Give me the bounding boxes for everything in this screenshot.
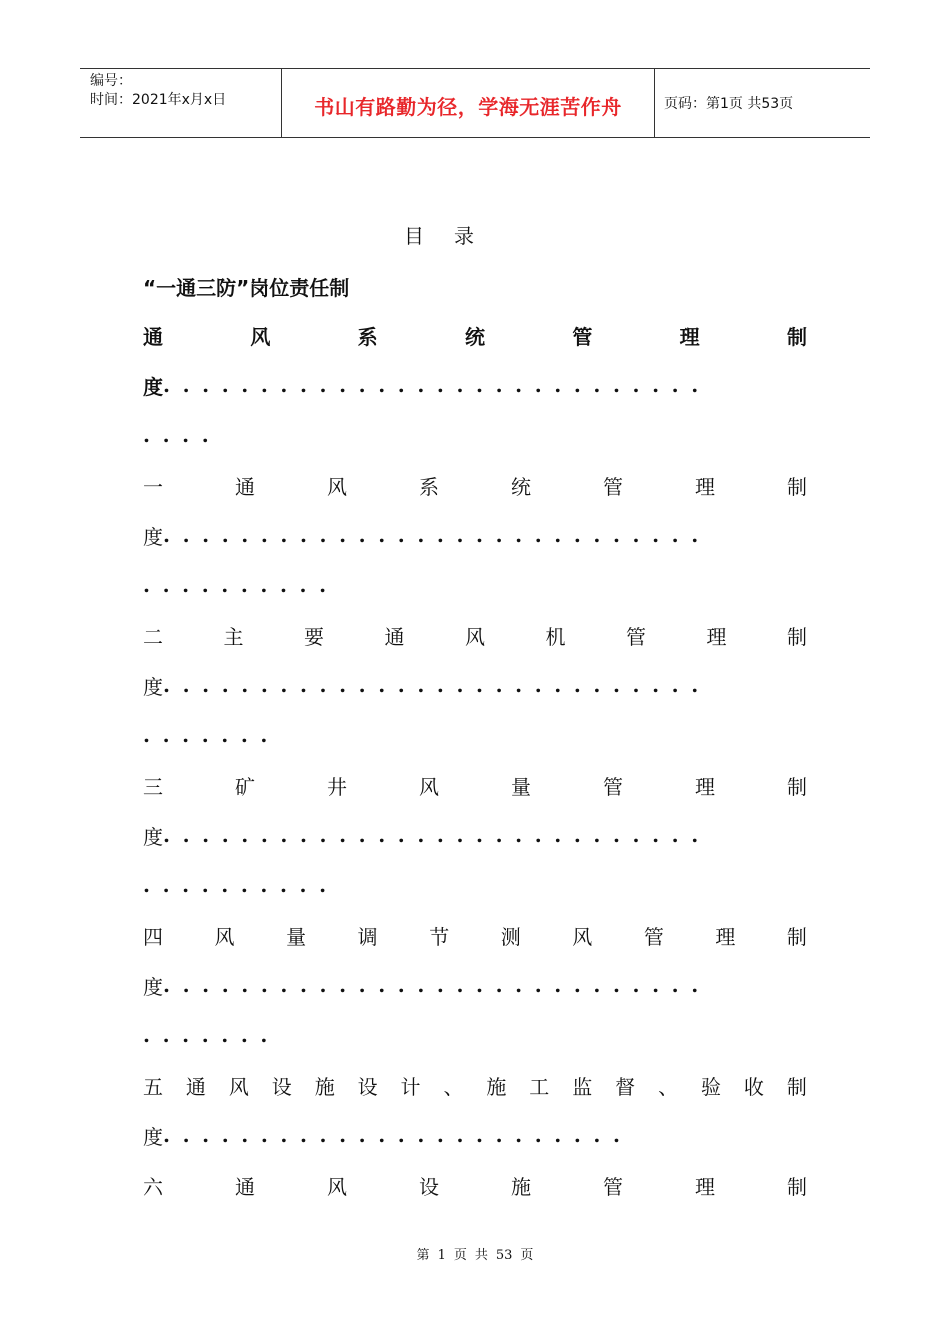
toc-entry-char: 通	[235, 474, 255, 499]
toc-entry-char: 设	[419, 1174, 439, 1199]
toc-entry-heading[interactable]	[143, 920, 807, 950]
toc-entry-char: 督	[615, 1074, 636, 1099]
toc-entry-char: 理	[695, 1174, 715, 1199]
toc-entry-char: 统	[464, 324, 485, 349]
toc-entry-char: 通	[235, 1174, 255, 1199]
toc-entry-char: 调	[357, 924, 378, 949]
toc-entry-char: 施	[314, 1074, 335, 1099]
toc-leader-dots: ............................	[163, 523, 711, 547]
toc-entry-heading[interactable]	[143, 620, 807, 650]
toc-entry-char: 监	[572, 1074, 593, 1099]
toc-leader-dots: ....	[143, 423, 222, 447]
toc-entry-char: 管	[643, 924, 664, 949]
toc-leader-dots: ..........	[143, 873, 339, 897]
toc-entry-char: 收	[743, 1074, 764, 1099]
toc-entry-char: 理	[706, 624, 727, 649]
toc-entry-char: 制	[787, 474, 807, 499]
toc-entry-tail: 度	[143, 374, 163, 399]
toc-entry-char: 、	[658, 1074, 679, 1099]
toc-entry-char: 设	[271, 1074, 292, 1099]
toc-entry-char: 计	[400, 1074, 421, 1099]
toc-entry-char: 管	[603, 1174, 623, 1199]
header-motto-cell	[282, 69, 655, 137]
toc-leader-dots-line	[143, 420, 221, 450]
toc-entry-char: 施	[511, 1174, 531, 1199]
toc-entry-char: 量	[286, 924, 307, 949]
toc-entry-char: 六	[143, 1174, 163, 1199]
toc-entry-char: 通	[384, 624, 405, 649]
footer-part: 53	[495, 1248, 513, 1263]
page-footer	[0, 1244, 950, 1263]
toc-entry-char: 制	[787, 624, 807, 649]
toc-leader-dots: ............................	[163, 823, 711, 847]
toc-leader-dots: .......	[143, 1023, 280, 1047]
toc-leader-dots-line	[143, 1020, 280, 1050]
document-header	[80, 68, 870, 138]
toc-title-char: 目	[404, 224, 424, 248]
toc-entry-char: 施	[486, 1074, 507, 1099]
toc-entry-char: 制	[786, 924, 807, 949]
toc-entry-continuation[interactable]	[143, 370, 711, 400]
toc-entry-continuation[interactable]	[143, 820, 711, 850]
toc-leader-dots-line	[143, 570, 339, 600]
toc-entry-continuation[interactable]	[143, 1120, 633, 1150]
toc-entry-char: 制	[787, 1174, 807, 1199]
footer-part: 页	[453, 1248, 467, 1263]
toc-entry-char: 理	[715, 924, 736, 949]
toc-entry-char: 风	[465, 624, 485, 649]
toc-entry-char: 风	[327, 474, 347, 499]
document-number-label: 编号：	[90, 73, 132, 89]
toc-entry-char: 风	[228, 1074, 249, 1099]
toc-leader-dots-line	[143, 870, 339, 900]
toc-entry-char: 通	[185, 1074, 206, 1099]
footer-part: 第	[416, 1248, 430, 1263]
header-page-label: 页码：第1页 共53页	[664, 96, 794, 112]
toc-entry-char: 制	[786, 1074, 807, 1099]
toc-entry-char: 制	[786, 324, 807, 349]
toc-leader-dots: ............................	[163, 973, 711, 997]
toc-leader-dots-line	[143, 720, 280, 750]
toc-entry-char: 风	[250, 324, 271, 349]
document-time-label: 时间：2021年x月x日	[90, 92, 227, 108]
toc-leader-dots: ............................	[163, 373, 711, 397]
toc-entry-char: 矿	[235, 774, 255, 799]
toc-entry-char: 测	[500, 924, 521, 949]
toc-leader-dots: ..........	[143, 573, 339, 597]
toc-entry-char: 、	[443, 1074, 464, 1099]
toc-entry-char: 统	[511, 474, 531, 499]
toc-entry-char: 二	[143, 624, 163, 649]
toc-entry-char: 工	[529, 1074, 550, 1099]
toc-entry-char: 四	[143, 924, 163, 949]
toc-entry-char: 风	[572, 924, 593, 949]
toc-entry-char: 理	[679, 324, 700, 349]
toc-entry-heading[interactable]	[143, 470, 807, 500]
toc-entry-char: 管	[603, 774, 623, 799]
toc-entry-char: 管	[626, 624, 646, 649]
toc-entry-char: 要	[304, 624, 324, 649]
toc-item-responsibility[interactable]: “一通三防”岗位责任制	[143, 276, 350, 300]
toc-entry-char: 系	[357, 324, 378, 349]
toc-entry-char: 井	[327, 774, 347, 799]
toc-entry-tail: 度	[143, 674, 163, 699]
toc-entry-heading[interactable]	[143, 320, 807, 350]
toc-entry-tail: 度	[143, 824, 163, 849]
toc-entry-char: 设	[357, 1074, 378, 1099]
toc-entry-char: 主	[223, 624, 244, 649]
toc-entry-char: 一	[143, 474, 163, 499]
toc-entry-char: 验	[700, 1074, 721, 1099]
toc-entry-tail: 度	[143, 1124, 163, 1149]
toc-entry-char: 管	[572, 324, 593, 349]
toc-title-char: 录	[454, 224, 474, 248]
toc-entry-heading[interactable]	[143, 770, 807, 800]
toc-entry-char: 通	[143, 324, 163, 349]
toc-entry-char: 制	[787, 774, 807, 799]
toc-entry-char: 管	[603, 474, 623, 499]
toc-leader-dots: ........................	[163, 1123, 633, 1147]
toc-entry-continuation[interactable]	[143, 520, 711, 550]
toc-entry-char: 风	[419, 774, 439, 799]
header-page-cell	[664, 69, 793, 137]
toc-entry-char: 三	[143, 774, 163, 799]
toc-title	[404, 220, 474, 249]
toc-entry-char: 机	[545, 624, 566, 649]
footer-part: 1	[437, 1248, 446, 1263]
toc-leader-dots: ............................	[163, 673, 711, 697]
toc-entry-char: 系	[419, 474, 439, 499]
toc-entry-char: 风	[327, 1174, 347, 1199]
footer-part: 共	[474, 1248, 488, 1263]
toc-entry-tail: 度	[143, 974, 163, 999]
toc-entry-char: 量	[511, 774, 531, 799]
toc-entry-heading[interactable]	[143, 1170, 807, 1200]
toc-entry-char: 节	[429, 924, 450, 949]
toc-entry-continuation[interactable]	[143, 670, 711, 700]
toc-entry-tail: 度	[143, 524, 163, 549]
toc-leader-dots: .......	[143, 723, 280, 747]
toc-entry-continuation[interactable]	[143, 970, 711, 1000]
toc-entry-char: 五	[143, 1074, 163, 1099]
toc-entry-char: 理	[695, 474, 715, 499]
header-motto: 书山有路勤为径，学海无涯苦作舟	[314, 94, 622, 119]
footer-part: 页	[520, 1248, 534, 1263]
header-meta-cell	[80, 69, 282, 137]
toc-entry-char: 风	[214, 924, 235, 949]
toc-entry-char: 理	[695, 774, 715, 799]
toc-entry-heading[interactable]	[143, 1070, 807, 1100]
